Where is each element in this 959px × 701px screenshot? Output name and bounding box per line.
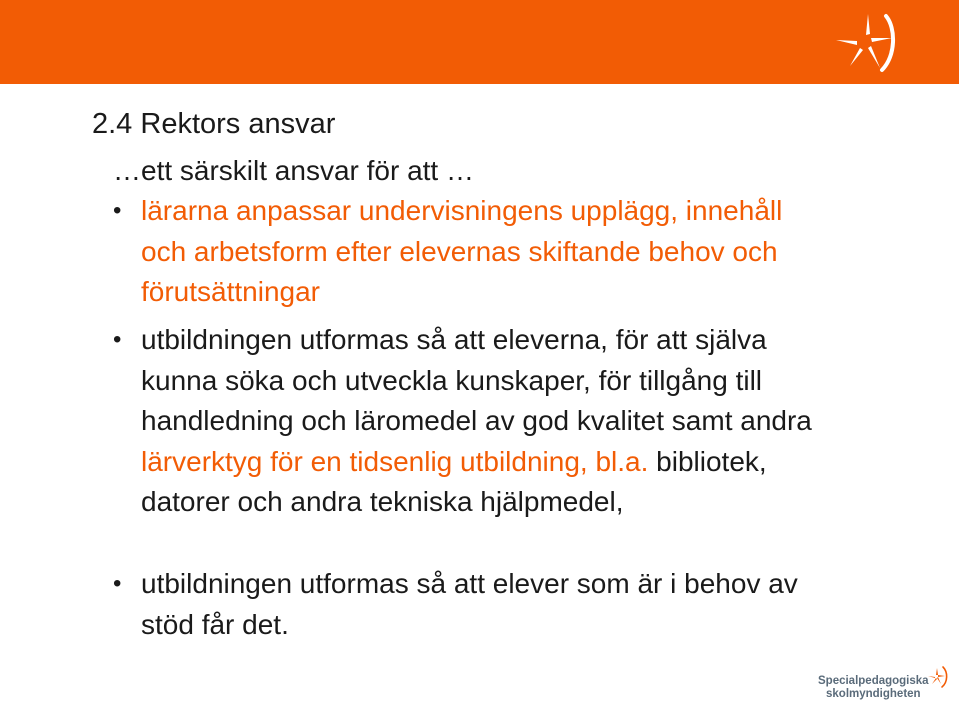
bullet-text-highlight: lärverktyg för en tidsenlig utbildning, bl.a.	[141, 445, 657, 477]
bullet-dot-icon: •	[113, 570, 122, 597]
bullet-item	[113, 320, 813, 570]
bullet-dot-icon: •	[113, 197, 122, 224]
bullet-dot-icon: •	[113, 326, 122, 353]
spsm-logo-icon	[926, 665, 948, 689]
star-swirl-icon	[830, 8, 898, 76]
bullet-text	[141, 320, 821, 523]
slide-title: 2.4 Rektors ansvar	[92, 108, 336, 140]
bullet-text: utbildningen utformas så att elever som är i behov av stöd får det.	[141, 568, 798, 640]
bullet-text-tail: bibliotek, datorer och andra tekniska hjälpmedel,	[141, 445, 767, 517]
org-name-line1: Specialpedagogiska	[818, 675, 929, 687]
bullet-item	[113, 564, 813, 654]
footer-logo	[818, 660, 948, 698]
bullet-text-lead: utbildningen utformas så att eleverna, för att själva kunna söka och utveckla kunskaper, för tillgång till handledning och läromedel av god kvalitet samt andra	[141, 324, 812, 436]
bullet-text: lärarna anpassar undervisningens upplägg, innehåll och arbetsform efter elevernas skiftande behov och förutsättningar	[141, 195, 783, 307]
bullet-item	[113, 191, 813, 316]
slide-subtitle: …ett särskilt ansvar för att …	[113, 155, 474, 186]
header-bar	[0, 0, 959, 84]
org-name-line2: skolmyndigheten	[826, 688, 921, 700]
